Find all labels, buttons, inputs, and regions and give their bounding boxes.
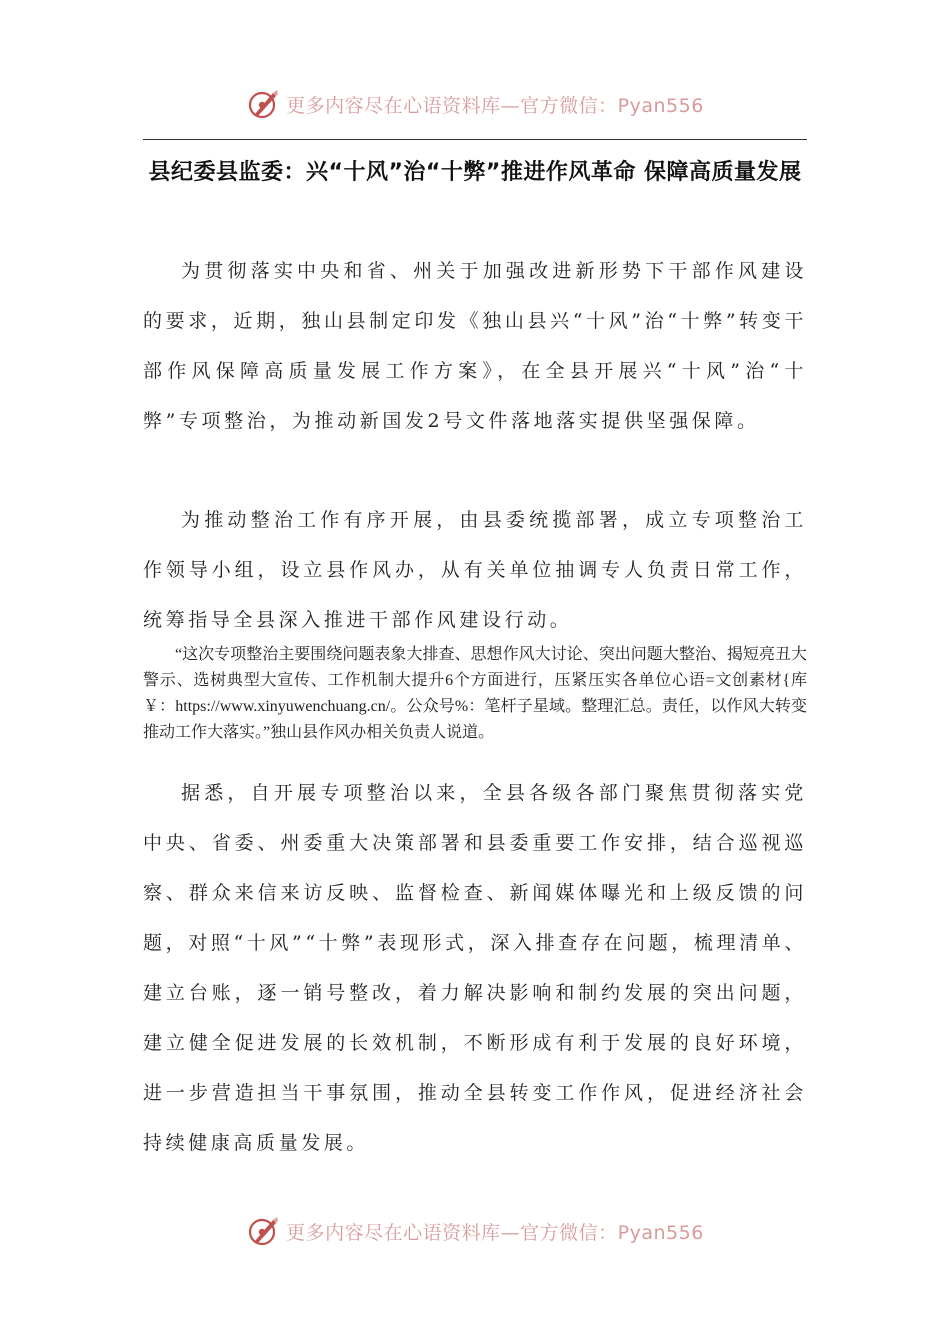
pen-circle-logo-icon [246, 1214, 280, 1248]
pen-circle-logo-icon [246, 87, 280, 121]
footer-banner [0, 1211, 950, 1251]
banner-label: 更多内容尽在心语资料库—官方微信：Pyan556 [286, 1221, 704, 1244]
article-paragraph-1: 为贯彻落实中央和省、州关于加强改进新形势下干部作风建设的要求，近期，独山县制定印发《独山县兴“十风”治“十弊”转变干部作风保障高质量发展工作方案》，在全县开展兴“十风”治“十弊”专项整治，为推动新国发2号文件落地落实提供坚强保障。 [143, 260, 807, 432]
banner-label: 更多内容尽在心语资料库—官方微信：Pyan556 [286, 94, 704, 117]
article-paragraph-3: “这次专项整治主要围绕问题表象大排查、思想作风大讨论、突出问题大整治、揭短亮丑大警示、选树典型大宣传、工作机制大提升6个方面进行，压紧压实各单位心语=文创素材{库￥：https://www.xinyuwenchuang.cn/。公众号%：笔杆子星域。整理汇总。责任，以作风大转变推动工作大落实。”独山县作风办相关负责人说道。 [143, 646, 807, 741]
banner-handle: Pyan556 [617, 94, 704, 117]
article-title: 县纪委县监委：兴“十风”治“十弊”推进作风革命 保障高质量发展 [148, 160, 802, 185]
header-divider [143, 139, 807, 140]
article-paragraph-2: 为推动整治工作有序开展，由县委统揽部署，成立专项整治工作领导小组，设立县作风办，从有关单位抽调专人负责日常工作，统筹指导全县深入推进干部作风建设行动。 [143, 509, 807, 631]
banner-handle: Pyan556 [617, 1221, 704, 1244]
article-paragraph-4: 据悉，自开展专项整治以来，全县各级各部门聚焦贯彻落实党中央、省委、州委重大决策部署和县委重要工作安排，结合巡视巡察、群众来信来访反映、监督检查、新闻媒体曝光和上级反馈的问题，对照“十风”“十弊”表现形式，深入排查存在问题，梳理清单、建立台账，逐一销号整改，着力解决影响和制约发展的突出问题，建立健全促进发展的长效机制，不断形成有利于发展的良好环境，进一步营造担当干事氛围，推动全县转变工作作风，促进经济社会持续健康高质量发展。 [143, 782, 807, 1154]
header-banner [0, 84, 950, 124]
